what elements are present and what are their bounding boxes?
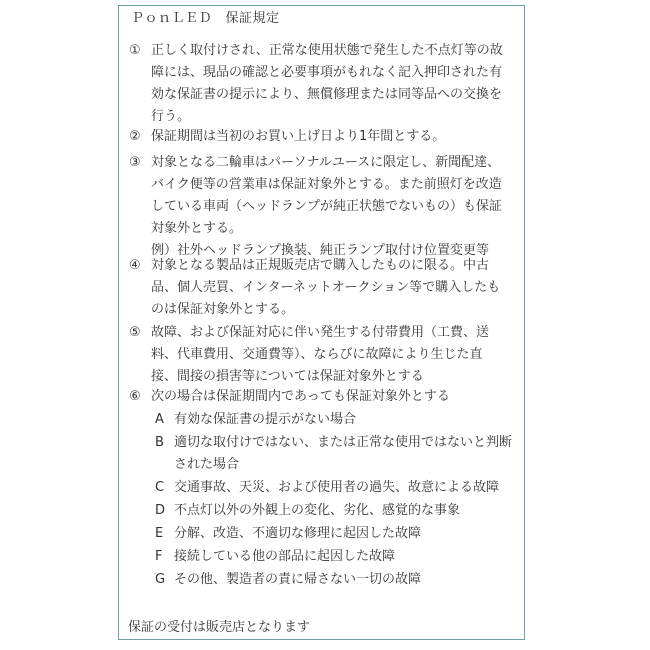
- clause-line: 正しく取付けされ、正常な使用状態で発生した不点灯等の故: [151, 43, 503, 58]
- clause-line: 対象外とする。: [151, 221, 243, 236]
- clause-text: [151, 322, 516, 388]
- clause-number: ③: [129, 155, 141, 170]
- clause-line: 効な保証書の提示により、無償修理または同等品への交換を: [151, 87, 503, 102]
- sub-item-line: 交通事故、天災、および使用者の過失、故意による故障: [174, 480, 500, 495]
- sub-item-line: 分解、改造、不適切な修理に起因した故障: [174, 526, 422, 541]
- sub-item-line: その他、製造者の責に帰さない一切の故障: [174, 572, 422, 587]
- sub-item-text: [174, 546, 395, 568]
- clause-line: のは保証対象外とする。: [151, 302, 295, 317]
- sub-item-letter: F: [155, 549, 163, 564]
- sub-item-letter: A: [155, 412, 164, 427]
- clause-text: [151, 40, 516, 128]
- sub-item-text: [174, 432, 512, 476]
- clause-number: ⑤: [129, 325, 141, 340]
- sub-item-line: 接続している他の部品に起因した故障: [174, 549, 396, 564]
- clause-line: 保証期間は当初のお買い上げ日より1年間とする。: [151, 129, 446, 144]
- clause-line: 対象となる製品は正規販売店で購入したものに限る。中古: [151, 258, 490, 273]
- warranty-document: [118, 5, 525, 640]
- sub-item-line: された場合: [174, 457, 240, 472]
- clause-line: 故障、および保証対応に伴い発生する付帯費用（工費、送: [151, 325, 490, 340]
- clause-text: [151, 255, 516, 321]
- clause-line: 例）社外ヘッドランプ換装、純正ランプ取付け位置変更等: [151, 243, 490, 258]
- sub-item-text: [174, 409, 356, 431]
- clause-text: [151, 152, 516, 262]
- clause-line: 障には、現品の確認と必要事項がもれなく記入押印された有: [151, 65, 503, 80]
- clause-line: バイク便等の営業車は保証対象外とする。また前照灯を改造: [151, 177, 502, 192]
- clause-line: 行う。: [151, 109, 191, 124]
- clause-line: 接、間接の損害等については保証対象外とする: [151, 369, 424, 384]
- document-title: ＰｏｎＬＥＤ 保証規定: [131, 11, 280, 26]
- clause-text: [151, 126, 516, 148]
- clause-line: 次の場合は保証期間内であっても保証対象外とする: [151, 389, 450, 404]
- clause-text: [151, 386, 516, 408]
- clause-line: 料、代車費用、交通費等）、ならびに故障により生じた直: [151, 347, 483, 362]
- clause-number: ⑥: [129, 389, 141, 404]
- clause-line: 品、個人売買、インターネットオークション等で購入したも: [151, 280, 501, 295]
- sub-item-letter: E: [155, 526, 164, 541]
- sub-item-line: 適切な取付けではない、または正常な使用ではないと判断: [174, 435, 513, 450]
- clause-number: ④: [129, 258, 141, 273]
- clause-line: 対象となる二輪車はパーソナルユースに限定し、新聞配達、: [151, 155, 501, 170]
- sub-item-line: 不点灯以外の外観上の変化、劣化、感覚的な事象: [174, 503, 461, 518]
- sub-item-letter: D: [155, 503, 166, 518]
- clause-line: している車両（ヘッドランプが純正状態でないもの）も保証: [151, 199, 503, 214]
- clause-number: ①: [129, 43, 141, 58]
- sub-item-letter: C: [155, 480, 165, 495]
- clause-number: ②: [129, 129, 141, 144]
- sub-item-letter: B: [155, 435, 164, 450]
- sub-item-text: [174, 500, 460, 522]
- sub-item-letter: G: [155, 572, 166, 587]
- sub-item-text: [174, 477, 499, 499]
- footer-note: 保証の受付は販売店となります: [128, 620, 311, 635]
- sub-item-text: [174, 569, 421, 591]
- sub-item-line: 有効な保証書の提示がない場合: [174, 412, 357, 427]
- sub-item-text: [174, 523, 421, 545]
